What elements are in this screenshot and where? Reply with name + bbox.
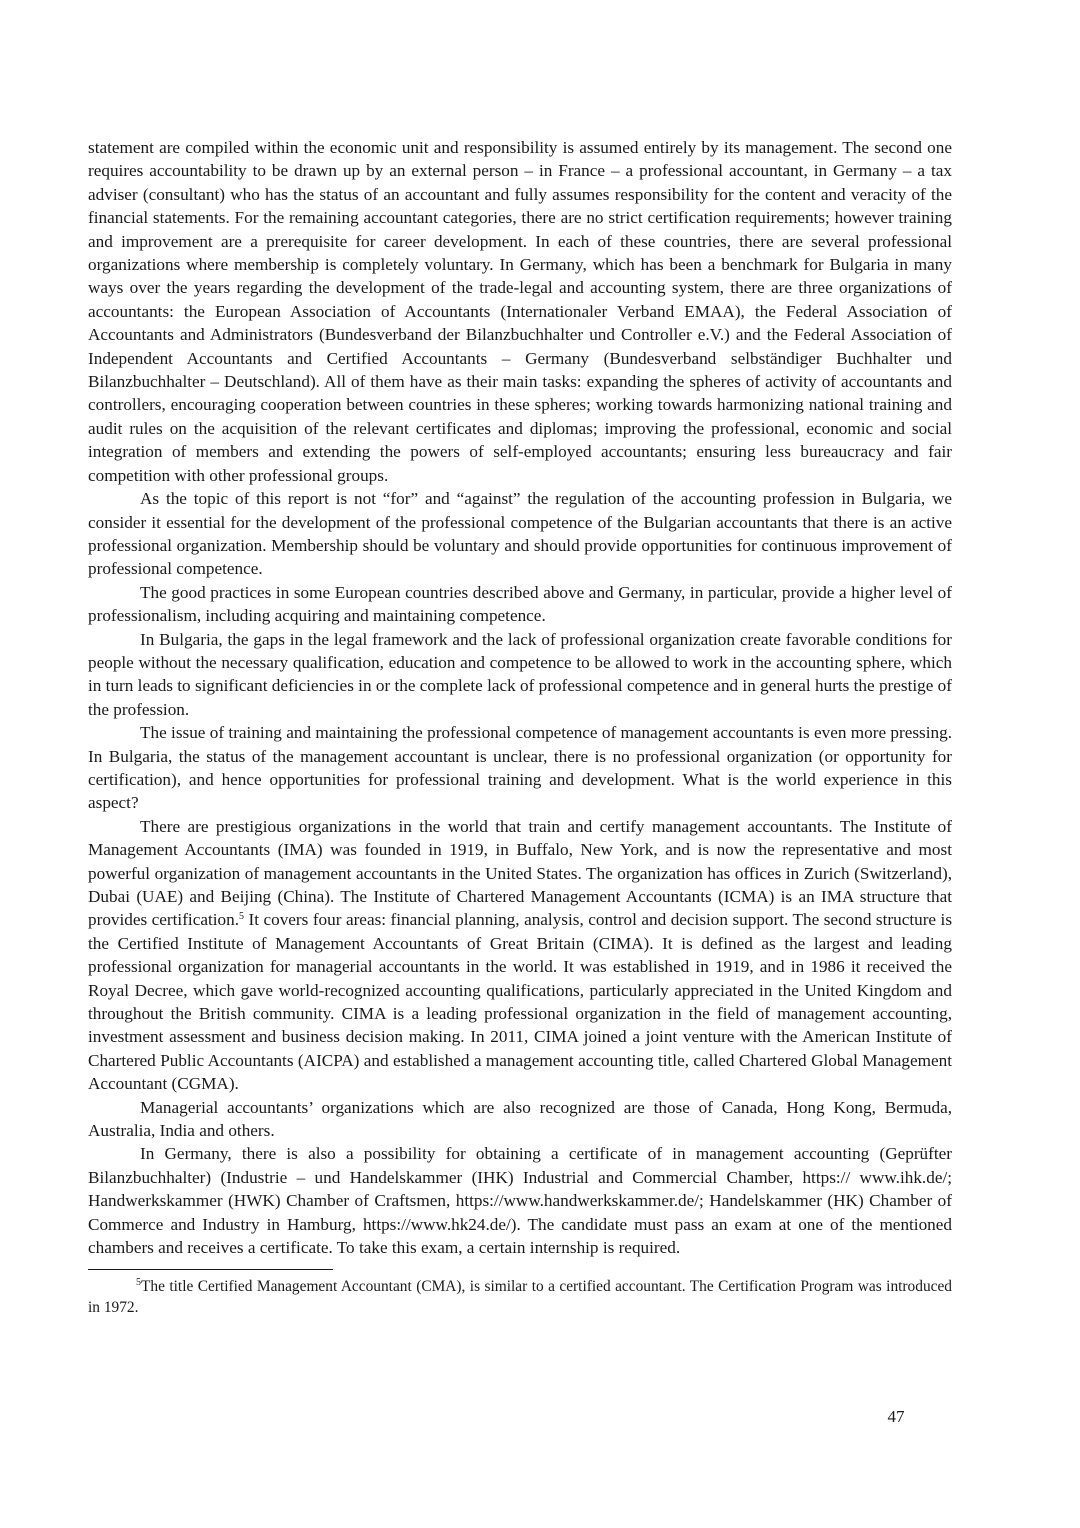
paragraph-germany-certificate: In Germany, there is also a possibility for obtaining a certificate of in management accounting (Geprüfter Bilanzbuchhalter) (Industrie – und Handelskammer (IHK) Industrial and Commercial Chamber, https:// www.ihk.de/; Handwerkskammer (HWK) Chamber of Craftsmen, https://www.handwerkskammer.de/; Handelskammer (HK) Chamber of Commerce and Industry in Hamburg, https://www.hk24.de/). The candidate must pass an exam at one of the mentioned chambers and receives a certificate. To take this exam, a certain internship is required. (88, 1144, 952, 1258)
paragraph-other-organizations: Managerial accountants’ organizations which are also recognized are those of Canada, Hong Kong, Bermuda, Australia, India and others. (88, 1097, 952, 1141)
footnote-number: 5 (136, 1276, 141, 1288)
ima-text-before-note: There are prestigious organizations in the world that train and certify management accountants. The Institute of Management Accountants (IMA) was founded in 1919, in Buffalo, New York, and is now the representative and most powerful organization of management accountants in the United States. The organization has offices in Zurich (Switzerland), Dubai (UAE) and Beijing (China). The Institute of Chartered Management Accountants (ICMA) is an IMA structure that provides certification. (88, 816, 952, 930)
paragraph-management-accountants-issue: The issue of training and maintaining the professional competence of management accountants is even more pressing. In Bulgaria, the status of the management accountant is unclear, there is no professional organization (or opportunity for certification), and hence opportunities for professional training and development. What is the world experience in this aspect? (88, 723, 952, 813)
paragraph-bulgaria-gaps: In Bulgaria, the gaps in the legal framework and the lack of professional organization create favorable conditions for people without the necessary qualification, education and competence to be allowed to work in the accounting sphere, which in turn leads to significant deficiencies in or the complete lack of professional competence and in general hurts the prestige of the profession. (88, 629, 952, 719)
footnote-divider (88, 1269, 333, 1270)
footnote-reference: 5 (239, 911, 245, 923)
paragraph-ima-cima (88, 815, 952, 1096)
footnote (88, 1276, 952, 1318)
ima-text-after-note: It covers four areas: financial planning, analysis, control and decision support. The second structure is the Certified Institute of Management Accountants of Great Britain (CIMA). It is defined as the largest and leading professional organization for managerial accountants in the world. It was established in 1919, and in 1986 it received the Royal Decree, which gave world-recognized accounting qualifications, particularly appreciated in the United Kingdom and throughout the British community. CIMA is a leading professional organization in the field of management accounting, investment assessment and business decision making. In 2011, CIMA joined a joint venture with the American Institute of Chartered Public Accountants (AICPA) and established a management accounting title, called Chartered Global Management Accountant (CGMA). (88, 910, 953, 1094)
paragraph-good-practices: The good practices in some European countries described above and Germany, in particular, provide a higher level of professionalism, including acquiring and maintaining competence. (88, 582, 952, 626)
paragraph-report-topic: As the topic of this report is not “for” and “against” the regulation of the accounting profession in Bulgaria, we consider it essential for the development of the professional competence of the Bulgarian accountants that there is an active professional organization. Membership should be voluntary and should provide opportunities for continuous improvement of professional competence. (88, 489, 952, 579)
paragraph-accountant-regulation: statement are compiled within the economic unit and responsibility is assumed entirely by its management. The second one requires accountability to be drawn up by an external person – in France – a professional accountant, in Germany – a tax adviser (consultant) who has the status of an accountant and fully assumes responsibility for the content and veracity of the financial statements. For the remaining accountant categories, there are no strict certification requirements; however training and improvement are a prerequisite for career development. In each of these countries, there are several professional organizations where membership is completely voluntary. In Germany, which has been a benchmark for Bulgaria in many ways over the years regarding the development of the trade-legal and accounting system, there are three organizations of accountants: the European Association of Accountants (Internationaler Verband EMAA), the Federal Association of Accountants and Administrators (Bundesverband der Bilanzbuchhalter und Controller e.V.) and the Federal Association of Independent Accountants and Certified Accountants – Germany (Bundesverband selbständiger Buchhalter und Bilanzbuchhalter – Deutschland). All of them have as their main tasks: expanding the spheres of activity of accountants and controllers, encouraging cooperation between countries in these spheres; working towards harmonizing national training and audit rules on the acquisition of the relevant certificates and diplomas; improving the professional, economic and social integration of members and extending the powers of self-employed accountants; ensuring less bureaucracy and fair competition with other professional groups. (88, 138, 952, 485)
document-body (88, 136, 952, 1318)
page-number: 47 (887, 1407, 905, 1426)
footnote-text: The title Certified Management Accountant (CMA), is similar to a certified accountant. The Certification Program was introduced in 1972. (88, 1277, 952, 1316)
